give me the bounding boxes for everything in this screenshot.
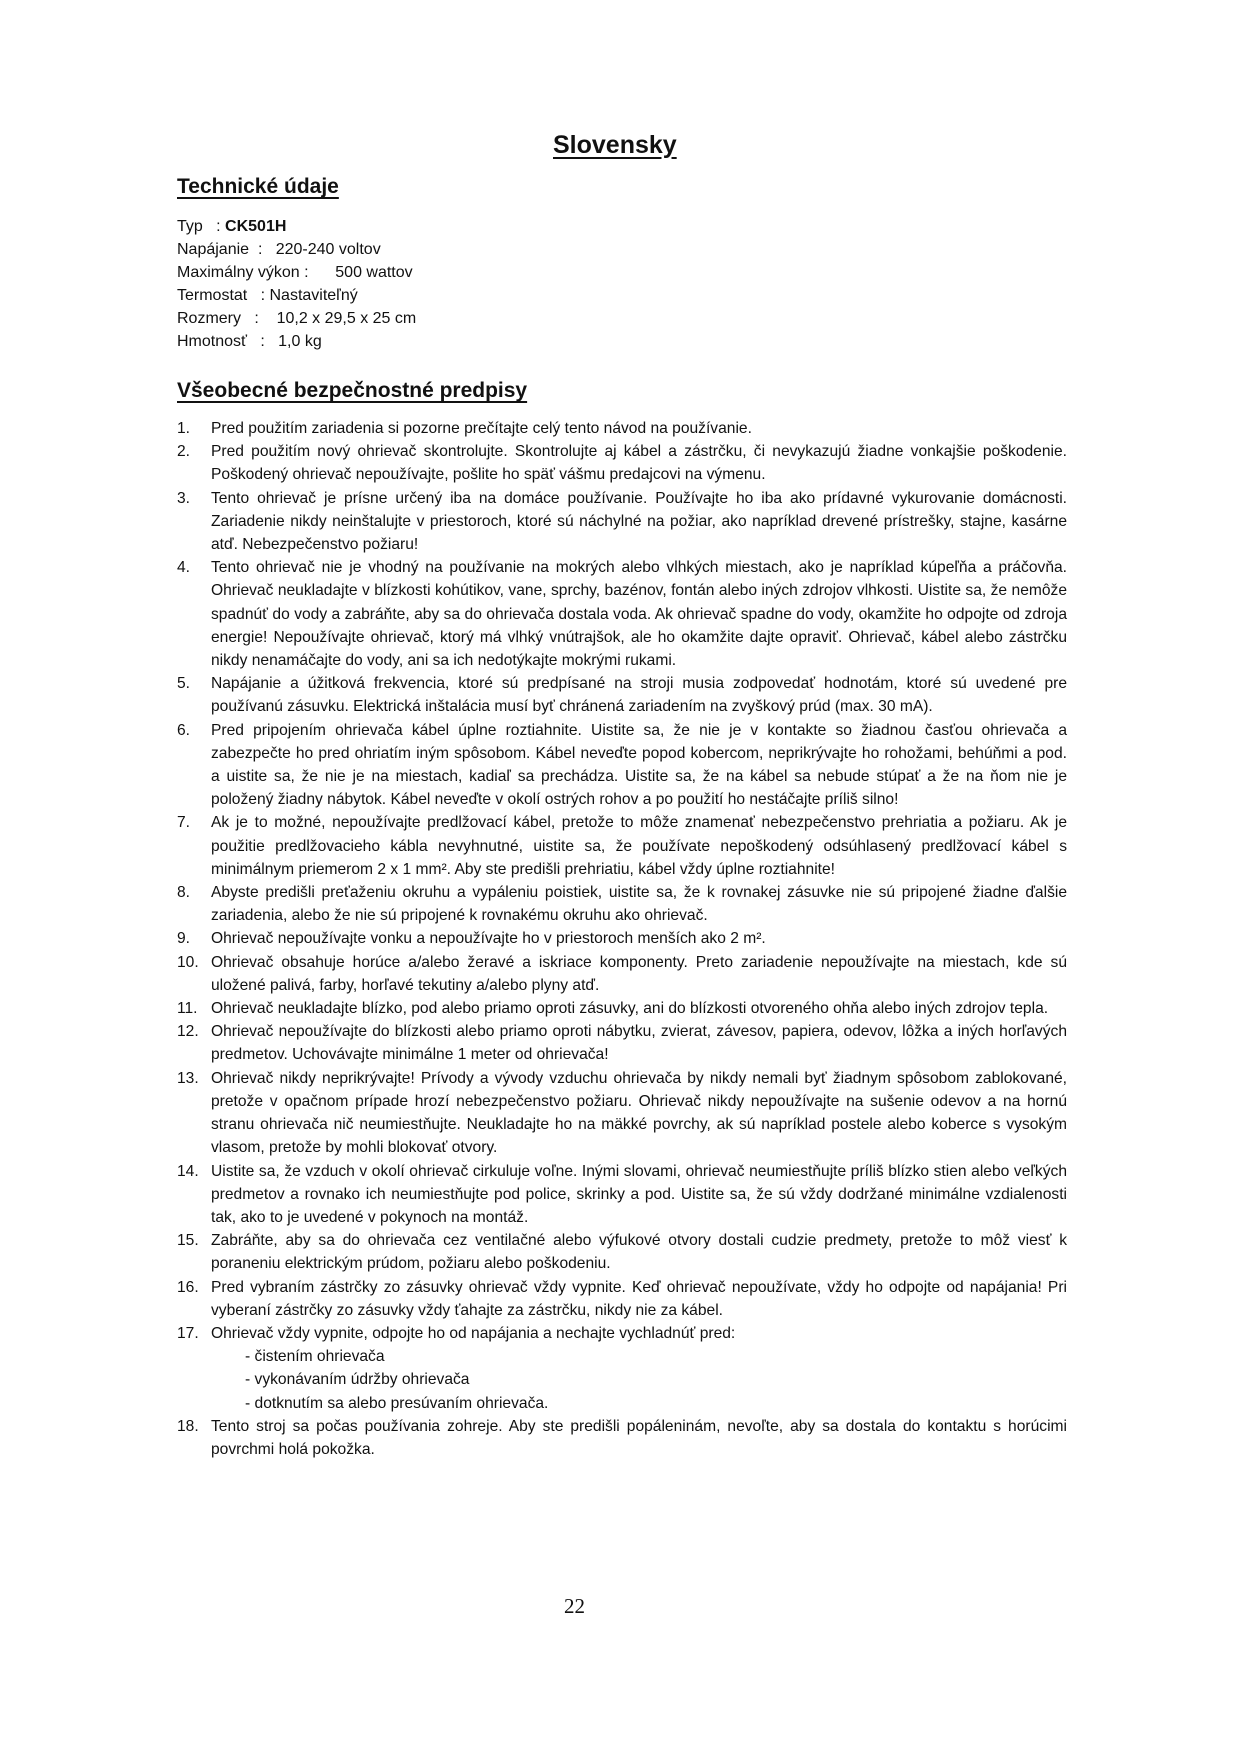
spec-separator: :	[247, 287, 270, 304]
rule-number: 6.	[177, 721, 191, 739]
rule-number: 10.	[177, 953, 199, 971]
rule-number: 3.	[177, 489, 191, 507]
page-number: 22	[564, 1594, 585, 1618]
rule-text: Ohrievač obsahuje horúce a/alebo žeravé a iskriace komponenty. Preto zariadenie nepoužívajte na miestach, kde sú uložené palivá, farby, horľavé tekutiny a/alebo plyny atď.	[211, 953, 1067, 994]
safety-rule	[177, 1276, 1067, 1322]
spec-value: 10,2 x 29,5 x 25 cm	[276, 310, 417, 327]
rule-number: 16.	[177, 1278, 199, 1296]
rule-text: Ohrievač vždy vypnite, odpojte ho od napájania a nechajte vychladnúť pred:	[211, 1324, 736, 1342]
safety-rule	[177, 417, 1067, 440]
rule-text: Ak je to možné, nepoužívajte predlžovací kábel, pretože to môže znamenať nebezpečenstvo prehriatia a požiaru. Ak je použitie predlžovacieho kábla nevyhnutné, uistite sa, že používate nepoškodený odsúhlasený predlžovací kábel s minimálnym priemerom 2 x 1 mm². Aby ste predišli prehriatiu, kábel vždy úplne roztiahnite!	[211, 814, 1067, 878]
rule-text: Pred pripojením ohrievača kábel úplne roztiahnite. Uistite sa, že nie je v kontakte so žiadnou časťou ohrievača a zabezpečte ho pred ohriatím iným spôsobom. Kábel neveďte popod kobercom, neprikrývajte ho rohožami, behúňmi a pod. a uistite sa, že nie je na miestach, kadiaľ sa prechádza. Uistite sa, že na kábel sa nebude stúpať a že na ňom nie je položený žiadny nábytok. Kábel neveďte v okolí ostrých rohov a po použití ho nestáčajte príliš silno!	[211, 721, 1067, 809]
rule-text: Tento stroj sa počas používania zohreje. Aby ste predišli popáleninám, nevoľte, aby sa dostala do kontaktu s horúcimi povrchmi holá pokožka.	[211, 1417, 1067, 1458]
spec-row	[177, 261, 416, 284]
spec-separator: :	[249, 241, 276, 258]
rule-text: Zabráňte, aby sa do ohrievača cez ventilačné alebo výfukové otvory dostali cudzie predmety, pretože to môž viesť k poraneniu elektrickým prúdom, požiaru alebo poškodeniu.	[211, 1232, 1067, 1273]
spec-label: Hmotnosť	[177, 333, 248, 350]
rule-text: Napájanie a úžitková frekvencia, ktoré sú predpísané na stroji musia zodpovedať hodnotám, ktoré sú uvedené pre používanú zásuvku. Elektrická inštalácia musí byť chránená zariadením na zvyškový prúd (max. 30 mA).	[211, 675, 1067, 716]
spec-label: Napájanie	[177, 241, 250, 258]
rule-number: 12.	[177, 1023, 199, 1041]
rule-number: 18.	[177, 1417, 199, 1435]
spec-row	[177, 215, 416, 238]
safety-rule	[177, 487, 1067, 557]
rule-text: Ohrievač nepoužívajte vonku a nepoužívajte ho v priestoroch menších ako 2 m².	[211, 930, 766, 948]
rule-text: Ohrievač neukladajte blízko, pod alebo priamo oproti zásuvky, ani do blízkosti otvoreného ohňa alebo iných zdrojov tepla.	[211, 1000, 1049, 1018]
rule-text: Tento ohrievač je prísne určený iba na domáce používanie. Používajte ho iba ako prídavné vykurovanie domácnosti. Zariadenie nikdy neinštalujte v priestoroch, ktoré sú náchylné na požiar, ako napríklad drevené prístrešky, stajne, kasárne atď. Nebezpečenstvo požiaru!	[211, 489, 1067, 554]
rule-number: 5.	[177, 675, 191, 693]
safety-heading: Všeobecné bezpečnostné predpisy	[177, 379, 528, 402]
rule-number: 2.	[177, 443, 191, 461]
safety-rule	[177, 1160, 1067, 1230]
safety-rule	[177, 1322, 1067, 1415]
rule-text: Pred vybraním zástrčky zo zásuvky ohrievač vždy vypnite. Keď ohrievač nepoužívate, vždy ho odpojte od napájania! Pri vyberaní zástrčky zo zásuvky vždy ťahajte za zástrčku, nikdy nie za kábel.	[211, 1278, 1067, 1319]
rule-subitem: - dotknutím sa alebo presúvaním ohrievača.	[245, 1394, 549, 1412]
rule-subitem: - vykonávaním údržby ohrievača	[245, 1371, 470, 1389]
rule-text: Pred použitím nový ohrievač skontrolujte. Skontrolujte aj kábel a zástrčku, či nevykazujú žiadne vonkajšie poškodenie. Poškodený ohrievač nepoužívajte, pošlite ho späť vášmu predajcovi na výmenu.	[211, 443, 1067, 484]
language-heading: Slovensky	[553, 131, 677, 159]
spec-label: Maximálny výkon	[177, 264, 300, 281]
rule-number: 14.	[177, 1162, 199, 1180]
spec-value: Nastaviteľný	[269, 287, 358, 304]
spec-label: Typ	[177, 218, 203, 235]
rule-number: 4.	[177, 559, 191, 577]
rule-text: Tento ohrievač nie je vhodný na používanie na mokrých alebo vlhkých miestach, ako je napríklad kúpeľňa a práčovňa. Ohrievač neukladajte v blízkosti kohútikov, vane, sprchy, bazénov, fontán alebo iných zdrojov vlhkosti. Uistite sa, že nemôže spadnúť do vody a zabráňte, aby sa do ohrievača dostala voda. Ak ohrievač spadne do vody, okamžite ho odpojte od zdroja energie! Nepoužívajte ohrievač, ktorý má vlhký vnútrajšok, ale ho okamžite dajte opraviť. Ohrievač, kábel alebo zástrčku nikdy nenamáčajte do vody, ani sa ich nedotýkajte mokrými rukami.	[211, 559, 1067, 670]
safety-rule	[177, 1229, 1067, 1275]
safety-rule	[177, 1067, 1067, 1160]
safety-rule	[177, 811, 1067, 881]
rule-subitem: - čistením ohrievača	[245, 1348, 385, 1366]
rule-number: 13.	[177, 1069, 199, 1087]
rule-text: Uistite sa, že vzduch v okolí ohrievač cirkuluje voľne. Inými slovami, ohrievač neumiestňujte príliš blízko stien alebo veľkých predmetov a rovnako ich neumiestňujte pod police, skrinky a pod. Uistite sa, že sú vždy dodržané minimálne vzdialenosti tak, ako to je uvedené v pokynoch na montáž.	[211, 1162, 1067, 1226]
rule-number: 7.	[177, 814, 191, 832]
spec-separator: :	[241, 310, 277, 327]
spec-separator: :	[202, 218, 226, 235]
rule-number: 8.	[177, 884, 191, 902]
safety-rule	[177, 719, 1067, 812]
spec-separator: :	[247, 333, 279, 350]
safety-rule	[177, 440, 1067, 486]
rule-number: 11.	[177, 1000, 198, 1018]
safety-rule	[177, 951, 1067, 997]
safety-rule	[177, 672, 1067, 718]
technical-data-heading: Technické údaje	[177, 175, 339, 198]
rule-text: Ohrievač nepoužívajte do blízkosti alebo priamo oproti nábytku, zvierat, závesov, papiera, odevov, lôžka a iných horľavých predmetov. Uchovávajte minimálne 1 meter od ohrievača!	[211, 1023, 1067, 1064]
rule-text: Pred použitím zariadenia si pozorne prečítajte celý tento návod na používanie.	[211, 420, 752, 437]
safety-rule	[177, 927, 1067, 950]
spec-value: CK501H	[225, 218, 287, 235]
spec-row	[177, 307, 416, 330]
spec-value: 1,0 kg	[278, 333, 322, 350]
rule-number: 15.	[177, 1232, 199, 1250]
spec-label: Termostat	[177, 287, 248, 304]
safety-rules-list	[177, 417, 1067, 1461]
safety-rule	[177, 1020, 1067, 1066]
safety-rule	[177, 881, 1067, 927]
spec-row	[177, 284, 416, 307]
safety-rule	[177, 556, 1067, 672]
spec-value: 220-240 voltov	[275, 241, 381, 258]
spec-value: 500 wattov	[335, 264, 413, 281]
rule-text: Ohrievač nikdy neprikrývajte! Prívody a vývody vzduchu ohrievača by nikdy nemali byť žiadnym spôsobom zablokované, pretože v opačnom prípade hrozí nebezpečenstvo požiaru. Ohrievač nikdy nepoužívajte na sušenie odevov a na hornú stranu ohrievača nič neumiestňujte. Neukladajte ho na mäkké povrchy, ak sú napríklad postele alebo koberce s vysokým vlasom, pretože by mohli blokovať otvory.	[211, 1069, 1067, 1157]
rule-number: 17.	[177, 1324, 199, 1342]
spec-row	[177, 330, 416, 353]
technical-data-list	[177, 215, 416, 353]
rule-text: Abyste predišli preťaženiu okruhu a vypáleniu poistiek, uistite sa, že k rovnakej zásuvke nie sú pripojené žiadne ďalšie zariadenia, alebo že nie sú pripojené k rovnakému okruhu ako ohrievač.	[211, 884, 1067, 925]
rule-number: 1.	[177, 420, 191, 437]
safety-rule	[177, 1415, 1067, 1461]
spec-label: Rozmery	[177, 310, 242, 327]
spec-separator: :	[299, 264, 336, 281]
safety-rule	[177, 997, 1067, 1020]
rule-number: 9.	[177, 930, 191, 948]
spec-row	[177, 238, 416, 261]
